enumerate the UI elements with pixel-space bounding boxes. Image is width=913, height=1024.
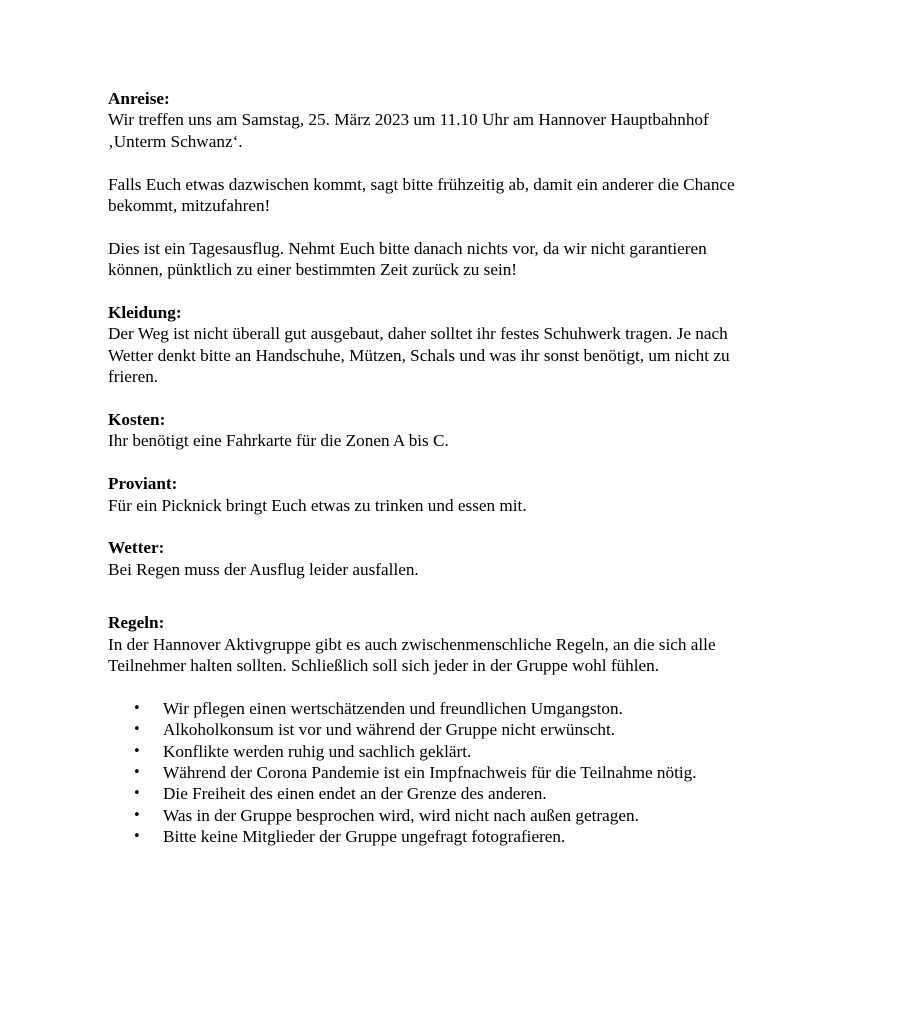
list-item-text: Wir pflegen einen wertschätzenden und freundlichen Umgangston. (163, 698, 623, 718)
list-item (108, 826, 808, 847)
tagesausflug-text-line-1: Dies ist ein Tagesausflug. Nehmt Euch bitte danach nichts vor, da wir nicht garantieren (108, 238, 707, 258)
list-item-text: Die Freiheit des einen endet an der Grenze des anderen. (163, 784, 547, 804)
regeln-text-line-1: In der Hannover Aktivgruppe gibt es auch zwischenmenschliche Regeln, an die sich alle (108, 634, 716, 654)
absage-text-line-2: bekommt, mitzufahren! (108, 196, 271, 216)
bullet-icon: • (133, 829, 141, 845)
list-item (108, 741, 808, 762)
section-wetter (108, 537, 808, 580)
heading-proviant: Proviant: (108, 474, 178, 494)
bullet-icon: • (133, 700, 141, 716)
blank-line (108, 516, 808, 537)
list-item (108, 783, 808, 804)
bullet-icon: • (133, 807, 141, 823)
anreise-text-line-2: ‚Unterm Schwanz‘. (108, 131, 243, 151)
list-item-text: Bitte keine Mitglieder der Gruppe ungefragt fotografieren. (163, 827, 566, 847)
list-item (108, 762, 808, 783)
rules-list (108, 698, 808, 848)
heading-anreise: Anreise: (108, 89, 170, 108)
bullet-icon: • (133, 743, 141, 759)
list-item-text: Während der Corona Pandemie ist ein Impfnachweis für die Teilnahme nötig. (163, 763, 697, 783)
document-page (108, 88, 808, 848)
anreise-text-line-1: Wir treffen uns am Samstag, 25. März 2023 um 11.10 Uhr am Hannover Hauptbahnhof (108, 110, 709, 130)
absage-text-line-1: Falls Euch etwas dazwischen kommt, sagt bitte frühzeitig ab, damit ein anderer die Chance (108, 174, 735, 194)
list-item (108, 698, 808, 719)
blank-line (108, 676, 808, 697)
paragraph-absage (108, 174, 808, 217)
list-item-text: Alkoholkonsum ist vor und während der Gruppe nicht erwünscht. (163, 720, 616, 740)
list-item-text: Was in der Gruppe besprochen wird, wird nicht nach außen getragen. (163, 805, 639, 825)
heading-kleidung: Kleidung: (108, 303, 182, 323)
blank-line (108, 216, 808, 237)
blank-line (108, 452, 808, 473)
section-kleidung (108, 302, 808, 388)
blank-line (108, 152, 808, 173)
blank-line (108, 388, 808, 409)
tagesausflug-text-line-2: können, pünktlich zu einer bestimmten Zeit zurück zu sein! (108, 260, 518, 280)
paragraph-tagesausflug (108, 238, 808, 281)
bullet-icon: • (133, 765, 141, 781)
regeln-text-line-2: Teilnehmer halten sollten. Schließlich soll sich jeder in der Gruppe wohl fühlen. (108, 656, 660, 676)
proviant-text-line-1: Für ein Picknick bringt Euch etwas zu trinken und essen mit. (108, 495, 527, 515)
heading-wetter: Wetter: (108, 538, 165, 558)
section-kosten (108, 409, 808, 452)
kleidung-text-line-3: frieren. (108, 367, 159, 387)
blank-line (108, 281, 808, 302)
bullet-icon: • (133, 722, 141, 738)
list-item (108, 805, 808, 826)
heading-regeln: Regeln: (108, 613, 165, 633)
blank-line (108, 580, 808, 612)
section-proviant (108, 473, 808, 516)
wetter-text-line-1: Bei Regen muss der Ausflug leider ausfallen. (108, 559, 419, 579)
kleidung-text-line-2: Wetter denkt bitte an Handschuhe, Mützen, Schals und was ihr sonst benötigt, um nicht zu (108, 345, 730, 365)
kleidung-text-line-1: Der Weg ist nicht überall gut ausgebaut, daher solltet ihr festes Schuhwerk tragen. Je nach (108, 324, 728, 344)
kosten-text-line-1: Ihr benötigt eine Fahrkarte für die Zonen A bis C. (108, 431, 449, 451)
section-regeln (108, 612, 808, 676)
section-anreise (108, 88, 808, 152)
heading-kosten: Kosten: (108, 410, 166, 430)
list-item-text: Konflikte werden ruhig und sachlich geklärt. (163, 741, 472, 761)
list-item (108, 719, 808, 740)
bullet-icon: • (133, 786, 141, 802)
